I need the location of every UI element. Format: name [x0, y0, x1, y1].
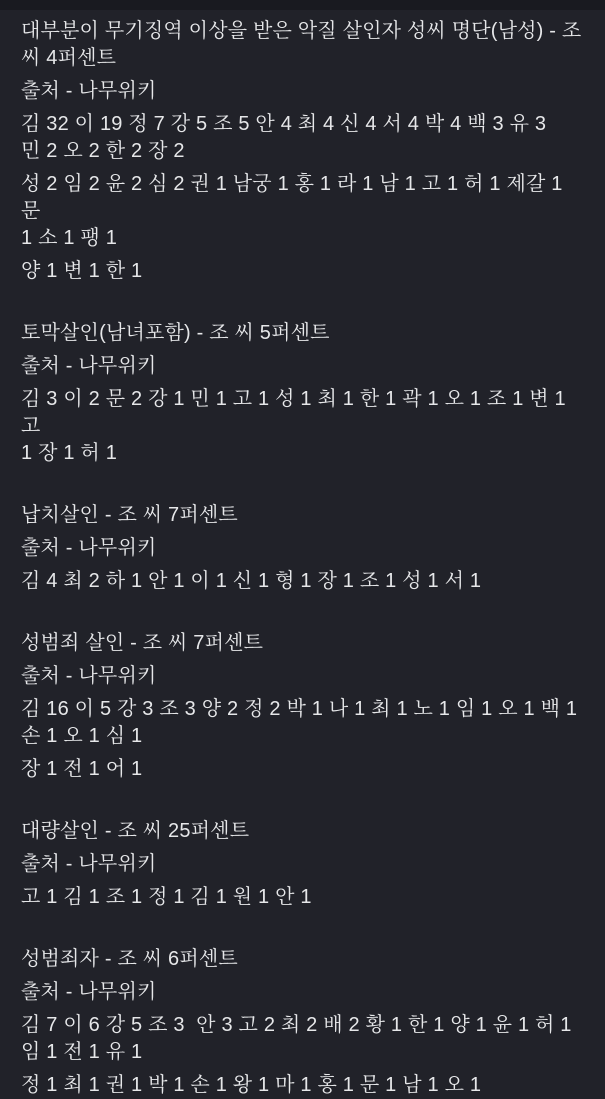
section-title-line: 성범죄자 - 조 씨 6퍼센트: [21, 948, 238, 970]
crime-section: [21, 320, 584, 467]
crime-section: [21, 18, 584, 285]
surname-count-line: 1 소 1 팽 1: [21, 227, 118, 249]
surname-count-paragraph: [21, 1072, 584, 1099]
source-paragraph: [21, 663, 584, 690]
surname-count-line: 1 장 1 허 1: [21, 442, 118, 464]
source-paragraph: [21, 535, 584, 562]
surname-count-line: 김 7 이 6 강 5 조 3 안 3 고 2 최 2 배 2 황 1 한 1 양 1 윤 1 허 1: [21, 1014, 572, 1036]
surname-count-paragraph: [21, 696, 584, 750]
surname-count-paragraph: [21, 884, 584, 911]
surname-count-line: 김 4 최 2 하 1 안 1 이 1 신 1 형 1 장 1 조 1 성 1 서 1: [21, 570, 482, 592]
surname-count-line: 고 1 김 1 조 1 정 1 김 1 원 1 안 1: [21, 886, 312, 908]
source-paragraph: [21, 979, 584, 1006]
source-paragraph: [21, 851, 584, 878]
section-title-line: 씨 4퍼센트: [21, 47, 117, 69]
source-line: 출처 - 나무위키: [21, 537, 157, 559]
source-paragraph: [21, 78, 584, 105]
section-title-line: 납치살인 - 조 씨 7퍼센트: [21, 504, 238, 526]
section-title: [21, 502, 584, 529]
surname-count-line: 정 1 최 1 권 1 박 1 손 1 왕 1 마 1 홍 1 문 1 남 1 오 1: [21, 1074, 482, 1096]
section-title: [21, 630, 584, 657]
section-title: [21, 946, 584, 973]
source-paragraph: [21, 353, 584, 380]
top-crop-strip: [0, 0, 605, 10]
section-title: [21, 818, 584, 845]
section-title-line: 성범죄 살인 - 조 씨 7퍼센트: [21, 632, 264, 654]
source-line: 출처 - 나무위키: [21, 355, 157, 377]
surname-count-paragraph: [21, 258, 584, 285]
section-title-line: 대부분이 무기징역 이상을 받은 악질 살인자 성씨 명단(남성) - 조: [21, 20, 582, 42]
surname-count-line: 성 2 임 2 윤 2 심 2 권 1 남궁 1 홍 1 라 1 남 1 고 1 허 1 제갈 1 문: [21, 173, 569, 222]
crime-section: [21, 502, 584, 595]
section-title: [21, 18, 584, 72]
surname-count-line: 손 1 오 1 심 1: [21, 725, 143, 747]
surname-count-line: 김 16 이 5 강 3 조 3 양 2 정 2 박 1 나 1 최 1 노 1 임 1 오 1 백 1: [21, 698, 578, 720]
surname-count-paragraph: [21, 568, 584, 595]
surname-count-paragraph: [21, 386, 584, 467]
section-title: [21, 320, 584, 347]
surname-count-paragraph: [21, 171, 584, 252]
surname-count-line: 김 3 이 2 문 2 강 1 민 1 고 1 성 1 최 1 한 1 곽 1 오 1 조 1 변 1 고: [21, 388, 572, 437]
source-line: 출처 - 나무위키: [21, 80, 157, 102]
source-line: 출처 - 나무위키: [21, 853, 157, 875]
surname-count-line: 장 1 전 1 어 1: [21, 758, 143, 780]
crime-section: [21, 946, 584, 1099]
surname-count-line: 임 1 전 1 유 1: [21, 1041, 143, 1063]
source-line: 출처 - 나무위키: [21, 665, 157, 687]
surname-count-paragraph: [21, 1012, 584, 1066]
surname-count-line: 양 1 변 1 한 1: [21, 260, 143, 282]
surname-count-paragraph: [21, 756, 584, 783]
document-body: [0, 10, 605, 1099]
section-title-line: 토막살인(남녀포함) - 조 씨 5퍼센트: [21, 322, 330, 344]
section-title-line: 대량살인 - 조 씨 25퍼센트: [21, 820, 250, 842]
source-line: 출처 - 나무위키: [21, 981, 157, 1003]
surname-count-line: 민 2 오 2 한 2 장 2: [21, 140, 185, 162]
crime-section: [21, 818, 584, 911]
surname-count-paragraph: [21, 111, 584, 165]
surname-count-line: 김 32 이 19 정 7 강 5 조 5 안 4 최 4 신 4 서 4 박 4 백 3 유 3: [21, 113, 547, 135]
crime-section: [21, 630, 584, 783]
